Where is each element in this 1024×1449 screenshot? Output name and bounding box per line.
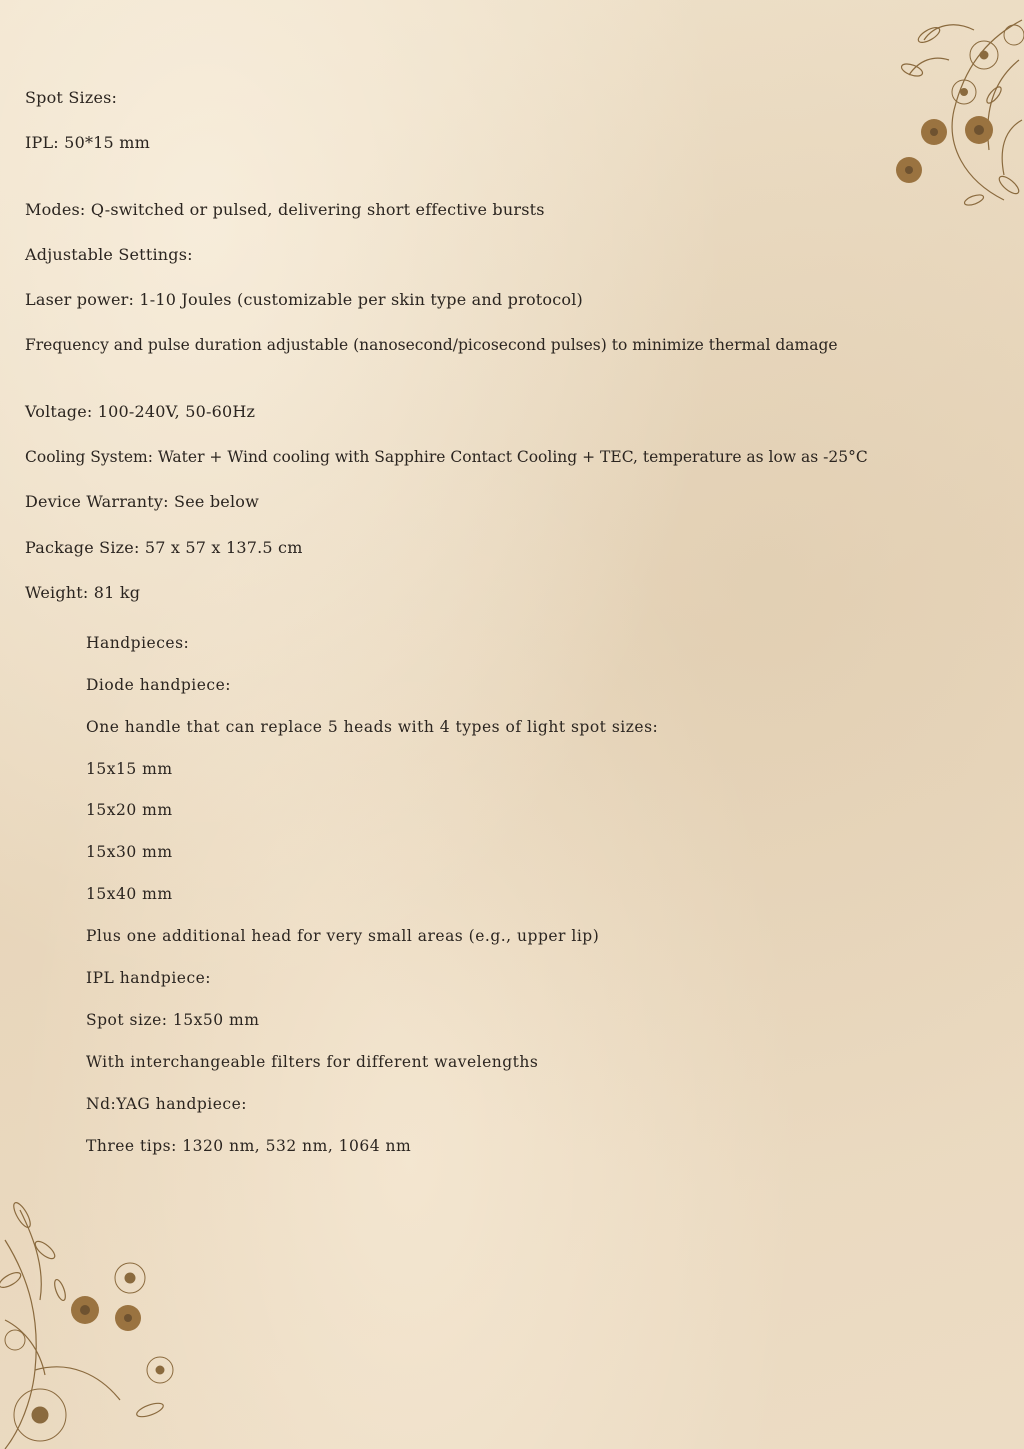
weight-line: Weight: 81 kg (25, 583, 141, 602)
voltage-line: Voltage: 100-240V, 50-60Hz (25, 402, 256, 421)
spot-size-item: 15x30 mm (86, 843, 173, 861)
spot-sizes-heading: Spot Sizes: (25, 88, 118, 107)
diode-heading: Diode handpiece: (86, 676, 231, 694)
ipl-handpiece-heading: IPL handpiece: (86, 969, 212, 987)
frequency-line: Frequency and pulse duration adjustable (nanosecond/picosecond pulses) to minimize thermal damage (25, 336, 838, 354)
spot-size-item: 15x40 mm (86, 885, 173, 903)
spot-size-item: 15x15 mm (86, 760, 173, 778)
warranty-line: Device Warranty: See below (25, 492, 259, 511)
ndyag-tips-line: Three tips: 1320 nm, 532 nm, 1064 nm (86, 1137, 412, 1155)
diode-description: One handle that can replace 5 heads with 4 types of light spot sizes: (86, 718, 659, 736)
laser-power-line: Laser power: 1-10 Joules (customizable per skin type and protocol) (25, 290, 583, 309)
modes-line: Modes: Q-switched or pulsed, delivering short effective bursts (25, 200, 545, 219)
ndyag-heading: Nd:YAG handpiece: (86, 1095, 247, 1113)
ipl-filters-line: With interchangeable filters for different wavelengths (86, 1053, 539, 1071)
ipl-spot-size: IPL: 50*15 mm (25, 133, 150, 152)
additional-head-line: Plus one additional head for very small areas (e.g., upper lip) (86, 927, 600, 945)
adjustable-settings-heading: Adjustable Settings: (25, 245, 193, 264)
spot-size-item: 15x20 mm (86, 801, 173, 819)
package-size-line: Package Size: 57 x 57 x 137.5 cm (25, 538, 303, 557)
handpieces-heading: Handpieces: (86, 634, 190, 652)
cooling-line: Cooling System: Water + Wind cooling with Sapphire Contact Cooling + TEC, temperature as low as -25°C (25, 448, 868, 466)
ipl-spot-size-line: Spot size: 15x50 mm (86, 1011, 260, 1029)
